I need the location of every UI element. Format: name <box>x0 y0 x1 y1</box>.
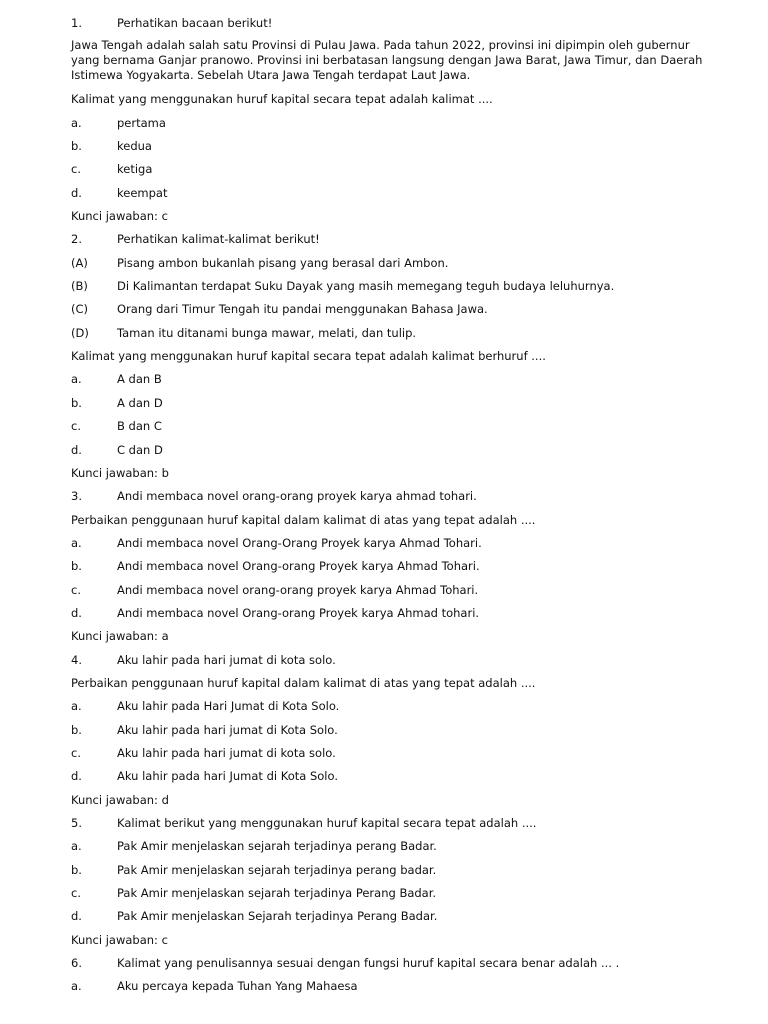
option-text: Pak Amir menjelaskan sejarah terjadinya Perang Badar. <box>117 886 437 901</box>
question-prompt: Kalimat berikut yang menggunakan huruf kapital secara tepat adalah .... <box>117 816 537 830</box>
question-stem: Kalimat yang menggunakan huruf kapital secara tepat adalah kalimat berhuruf .... <box>71 349 546 364</box>
option-b <box>71 859 721 882</box>
option-text: Aku lahir pada hari jumat di Kota Solo. <box>117 722 338 737</box>
option-label: b. <box>71 862 82 877</box>
option-b <box>71 719 721 742</box>
sentence-label: (D) <box>71 325 89 340</box>
option-a <box>71 532 721 555</box>
option-c <box>71 415 721 438</box>
option-d <box>71 182 721 205</box>
option-text: Andi membaca novel orang-orang proyek karya Ahmad Tohari. <box>117 582 479 597</box>
option-label: a. <box>71 535 82 550</box>
question-number: 6. <box>71 956 82 971</box>
question-number: 1. <box>71 16 82 30</box>
option-label: b. <box>71 559 82 574</box>
option-text: Aku percaya kepada Tuhan Yang Mahaesa <box>117 979 358 994</box>
sentence-d <box>71 322 721 345</box>
sentence-label: (C) <box>71 302 89 317</box>
option-text: Pak Amir menjelaskan sejarah terjadinya perang Badar. <box>117 839 437 854</box>
option-label: a. <box>71 839 82 854</box>
option-text: Aku lahir pada hari Jumat di Kota Solo. <box>117 769 338 784</box>
sentence-text: Orang dari Timur Tengah itu pandai menggunakan Bahasa Jawa. <box>117 302 488 317</box>
option-b <box>71 555 721 578</box>
option-text: ketiga <box>117 162 153 177</box>
question-3-header <box>71 485 721 508</box>
option-label: d. <box>71 909 82 924</box>
option-c <box>71 158 721 181</box>
question-stem: Perbaikan penggunaan huruf kapital dalam kalimat di atas yang tepat adalah .... <box>71 512 536 527</box>
sentence-label: (B) <box>71 279 88 294</box>
option-text: keempat <box>117 185 168 200</box>
option-label: a. <box>71 115 82 130</box>
question-stem: Kalimat yang menggunakan huruf kapital secara tepat adalah kalimat .... <box>71 92 493 107</box>
option-label: a. <box>71 372 82 387</box>
sentence-text: Di Kalimantan terdapat Suku Dayak yang masih memegang teguh budaya leluhurnya. <box>117 279 615 294</box>
option-text: Andi membaca novel Orang-Orang Proyek karya Ahmad Tohari. <box>117 535 482 550</box>
document-page <box>71 12 721 999</box>
option-label: c. <box>71 745 81 760</box>
question-1-passage: Jawa Tengah adalah salah satu Provinsi di Pulau Jawa. Pada tahun 2022, provinsi ini dipimpin oleh gubernur yang bernama Ganjar pranowo. Provinsi ini berbatasan langsung dengan Jawa Barat, Jawa Timur, dan Daerah Istimewa Yogyakarta. Sebelah Utara Jawa Tengah terdapat Laut Jawa. <box>71 38 703 83</box>
question-prompt: Aku lahir pada hari jumat di kota solo. <box>117 652 336 667</box>
option-text: C dan D <box>117 442 163 457</box>
option-label: d. <box>71 605 82 620</box>
sentence-c <box>71 298 721 321</box>
question-5-header <box>71 812 721 835</box>
option-d <box>71 439 721 462</box>
option-label: d. <box>71 769 82 784</box>
option-b <box>71 392 721 415</box>
option-text: Pak Amir menjelaskan sejarah terjadinya perang badar. <box>117 862 437 877</box>
answer-key: Kunci jawaban: c <box>71 932 168 947</box>
option-text: Pak Amir menjelaskan Sejarah terjadinya Perang Badar. <box>117 909 438 924</box>
question-1-header <box>71 12 721 35</box>
option-a <box>71 695 721 718</box>
answer-key: Kunci jawaban: d <box>71 792 169 807</box>
answer-key: Kunci jawaban: b <box>71 465 169 480</box>
option-text: B dan C <box>117 419 162 434</box>
option-text: pertama <box>117 115 166 130</box>
option-text: Andi membaca novel Orang-orang Proyek karya Ahmad Tohari. <box>117 559 480 574</box>
question-number: 2. <box>71 232 82 247</box>
option-text: kedua <box>117 139 152 154</box>
question-prompt: Perhatikan bacaan berikut! <box>117 16 273 30</box>
question-prompt: Perhatikan kalimat-kalimat berikut! <box>117 232 320 247</box>
option-label: c. <box>71 419 81 434</box>
sentence-b <box>71 275 721 298</box>
question-6-header <box>71 952 721 975</box>
option-a <box>71 975 721 998</box>
option-text: A dan B <box>117 372 162 387</box>
option-a <box>71 368 721 391</box>
question-prompt: Andi membaca novel orang-orang proyek karya ahmad tohari. <box>117 489 477 504</box>
answer-key: Kunci jawaban: c <box>71 209 168 224</box>
option-d <box>71 905 721 928</box>
option-label: b. <box>71 395 82 410</box>
question-stem: Perbaikan penggunaan huruf kapital dalam kalimat di atas yang tepat adalah .... <box>71 675 536 690</box>
option-label: a. <box>71 979 82 994</box>
option-label: a. <box>71 699 82 714</box>
option-text: Andi membaca novel Orang-orang Proyek karya Ahmad tohari. <box>117 605 480 620</box>
option-a <box>71 835 721 858</box>
option-label: c. <box>71 886 81 901</box>
option-a <box>71 112 721 135</box>
question-4-header <box>71 649 721 672</box>
option-c <box>71 882 721 905</box>
sentence-a <box>71 252 721 275</box>
question-prompt: Kalimat yang penulisannya sesuai dengan fungsi huruf kapital secara benar adalah ... . <box>117 956 620 971</box>
option-text: A dan D <box>117 395 163 410</box>
option-c <box>71 579 721 602</box>
option-b <box>71 135 721 158</box>
option-label: b. <box>71 722 82 737</box>
option-d <box>71 765 721 788</box>
question-number: 4. <box>71 652 82 667</box>
option-label: c. <box>71 582 81 597</box>
question-number: 3. <box>71 489 82 504</box>
option-label: d. <box>71 442 82 457</box>
option-label: b. <box>71 139 82 154</box>
option-label: d. <box>71 185 82 200</box>
sentence-label: (A) <box>71 255 88 270</box>
option-label: c. <box>71 162 81 177</box>
option-c <box>71 742 721 765</box>
question-2-header <box>71 228 721 251</box>
option-text: Aku lahir pada Hari Jumat di Kota Solo. <box>117 699 340 714</box>
question-number: 5. <box>71 816 82 830</box>
option-d <box>71 602 721 625</box>
sentence-text: Pisang ambon bukanlah pisang yang berasal dari Ambon. <box>117 255 449 270</box>
answer-key: Kunci jawaban: a <box>71 629 169 644</box>
sentence-text: Taman itu ditanami bunga mawar, melati, dan tulip. <box>117 325 417 340</box>
option-text: Aku lahir pada hari jumat di kota solo. <box>117 745 336 760</box>
